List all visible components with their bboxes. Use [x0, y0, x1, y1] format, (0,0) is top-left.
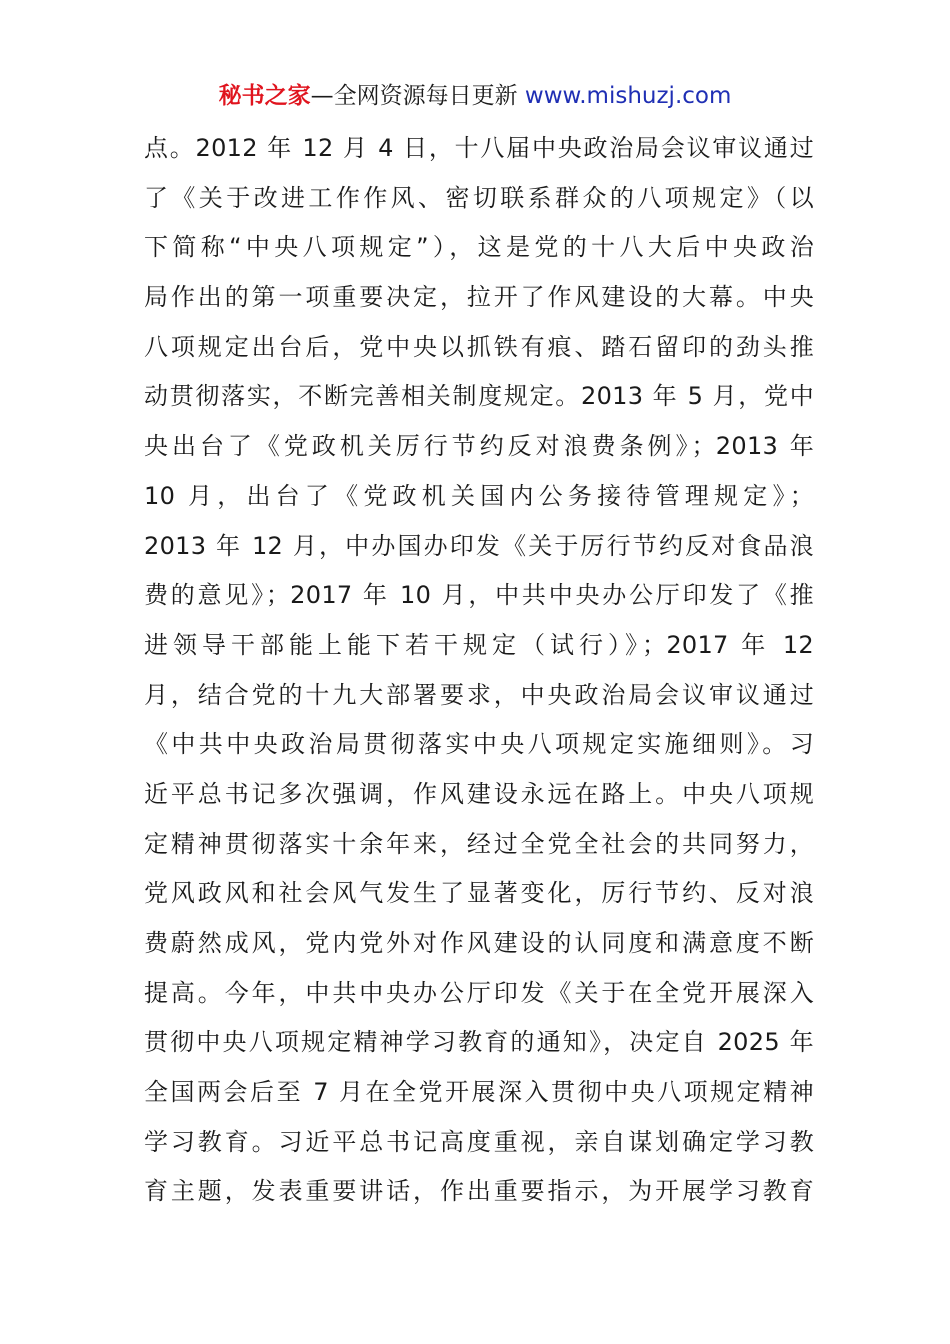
text-line: 全国两会后至 7 月在全党开展深入贯彻中央八项规定精神: [144, 1078, 814, 1107]
text-line: 贯彻中央八项规定精神学习教育的通知》，决定自 2025 年: [144, 1028, 814, 1057]
text-line: 育主题，发表重要讲话，作出重要指示，为开展学习教育: [144, 1177, 814, 1206]
text-line: 近平总书记多次强调，作风建设永远在路上。中央八项规: [144, 779, 814, 808]
text-line: 费的意见》；2017 年 10 月，中共中央办公厅印发了《推: [144, 581, 814, 610]
site-url-link[interactable]: www.mishuzj.com: [524, 83, 732, 109]
text-line: 点。2012 年 12 月 4 日，十八届中央政治局会议审议通过: [144, 134, 814, 162]
text-line: 费蔚然成风，党内党外对作风建设的认同度和满意度不断: [144, 929, 814, 957]
text-line: 提高。今年，中共中央办公厅印发《关于在全党开展深入: [144, 978, 814, 1007]
text-line: 2013 年 12 月，中办国办印发《关于厉行节约反对食品浪: [144, 531, 814, 560]
text-line: 动贯彻落实，不断完善相关制度规定。2013 年 5 月，党中: [144, 382, 814, 411]
text-line: 央出台了《党政机关厉行节约反对浪费条例》；2013 年: [144, 432, 814, 461]
site-tagline: —全网资源每日更新: [310, 83, 518, 109]
text-line: 学习教育。习近平总书记高度重视，亲自谋划确定学习教: [144, 1127, 814, 1156]
page-header: [0, 80, 950, 112]
text-line: 月，结合党的十九大部署要求，中央政治局会议审议通过: [144, 680, 814, 709]
text-line: 《中共中央政治局贯彻落实中央八项规定实施细则》。习: [144, 730, 814, 759]
text-line: 八项规定出台后，党中央以抓铁有痕、踏石留印的劲头推: [144, 332, 814, 361]
text-line: 进领导干部能上能下若干规定（试行）》；2017 年 12: [144, 630, 814, 659]
text-line: 局作出的第一项重要决定，拉开了作风建设的大幕。中央: [144, 283, 814, 312]
text-line: 10 月，出台了《党政机关国内公务接待管理规定》；: [144, 481, 814, 510]
text-line: 党风政风和社会风气发生了显著变化，厉行节约、反对浪: [144, 879, 814, 908]
text-line: 了《关于改进工作作风、密切联系群众的八项规定》（以: [144, 183, 814, 212]
text-line: 下简称“中央八项规定”），这是党的十八大后中央政治: [144, 233, 814, 262]
text-line: 定精神贯彻落实十余年来，经过全党全社会的共同努力，: [144, 829, 814, 858]
document-body: [144, 124, 814, 1217]
site-brand: 秘书之家: [218, 83, 311, 109]
